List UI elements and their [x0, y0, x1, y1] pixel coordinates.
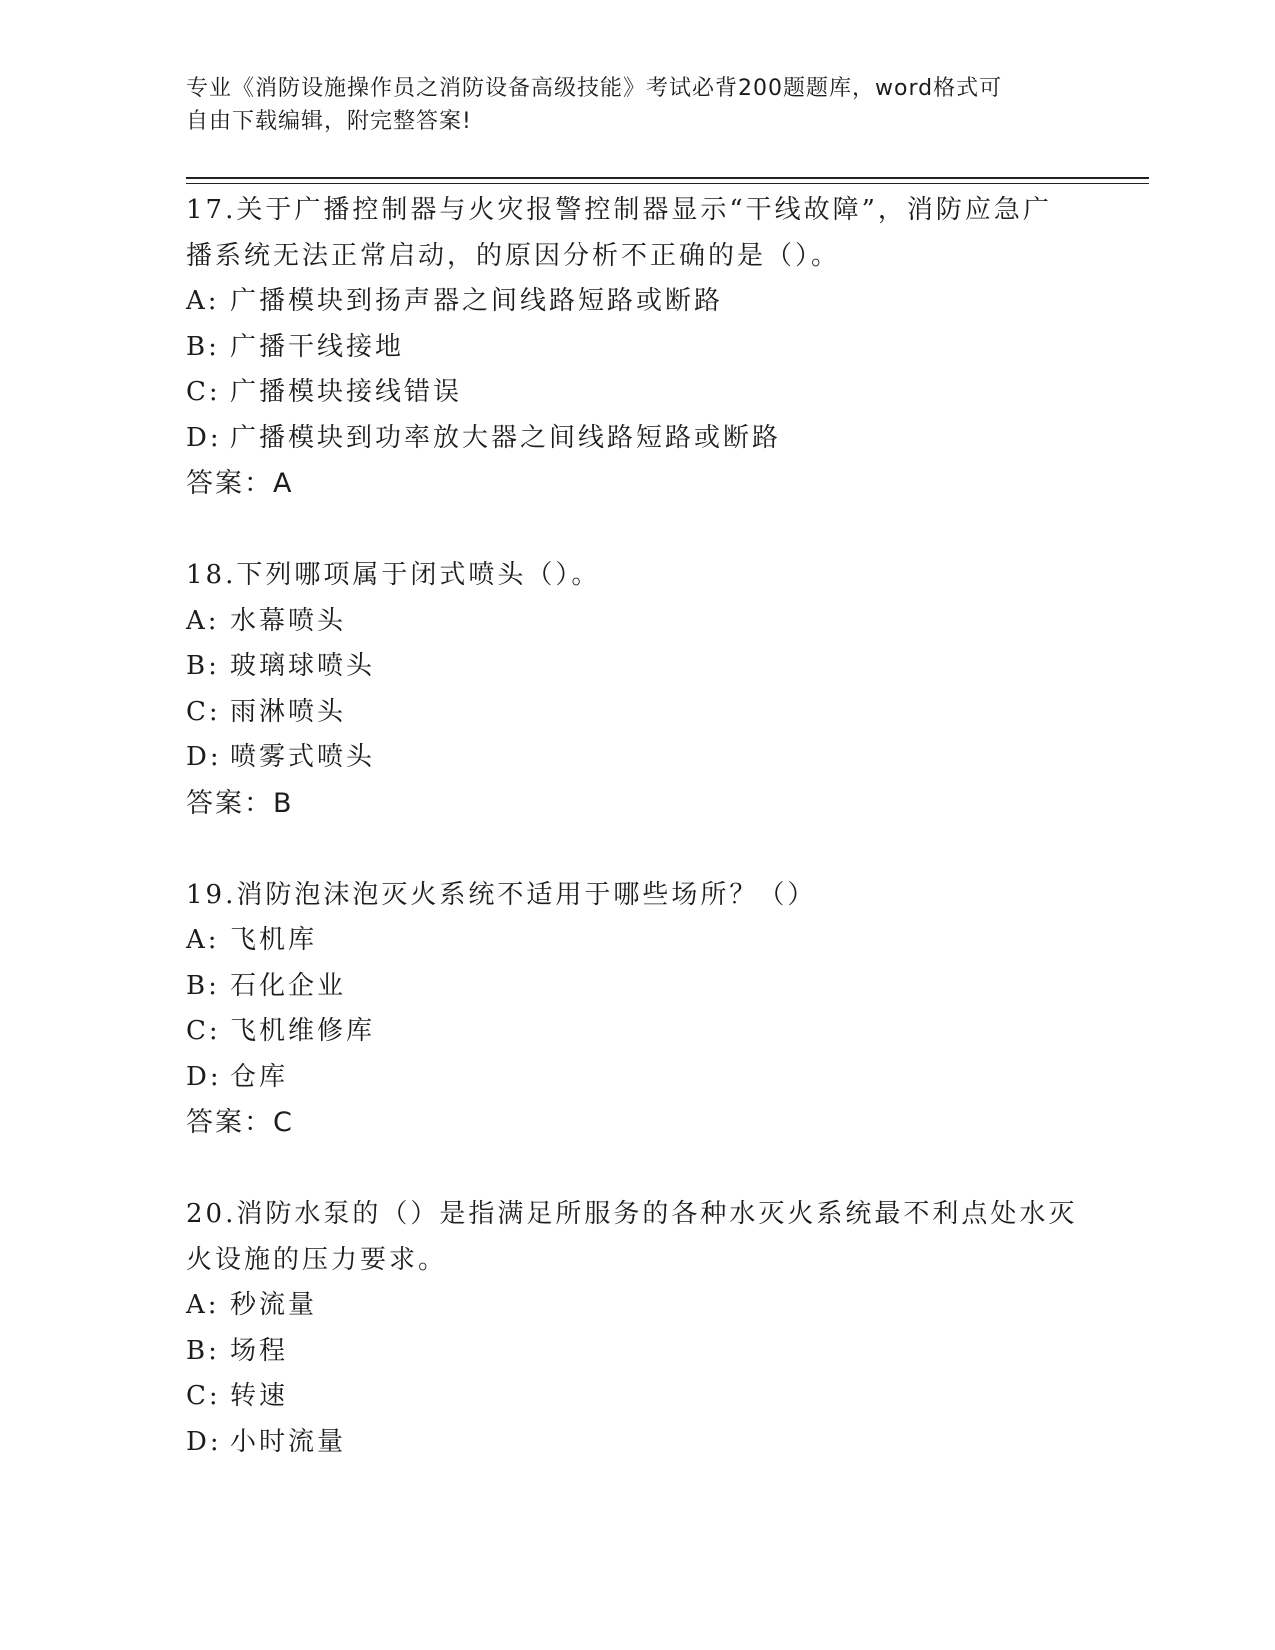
header-line-2: 自由下载编辑，附完整答案!	[186, 109, 472, 134]
option-text: 石化企业	[230, 970, 347, 1001]
question-19	[186, 873, 1086, 1147]
header-divider-thin	[186, 183, 1149, 184]
option-letter: D:	[186, 1426, 222, 1457]
option-text: 小时流量	[230, 1426, 347, 1457]
option-letter: C:	[186, 1016, 221, 1046]
option-letter: A:	[186, 1290, 220, 1320]
question-text: 火设施的压力要求。	[186, 1244, 448, 1275]
header-line-1: 专业《消防设施操作员之消防设备高级技能》考试必背200题题库，word格式可	[186, 76, 1003, 101]
question-text: 18.下列哪项属于闭式喷头（）。	[186, 560, 601, 590]
option-text: 广播模块到扬声器之间线路短路或断路	[230, 286, 724, 316]
option-b	[186, 325, 1086, 371]
answer-text: 答案：C	[186, 1107, 294, 1138]
option-b	[186, 644, 1086, 690]
option-text: 广播干线接地	[230, 331, 405, 362]
option-letter: D:	[186, 1061, 222, 1092]
answer-text: 答案：A	[186, 468, 294, 499]
option-d	[186, 416, 1086, 462]
option-text: 飞机库	[230, 925, 318, 955]
option-letter: D:	[186, 742, 222, 772]
option-c	[186, 1009, 1086, 1055]
question-17	[186, 188, 1086, 507]
option-letter: C:	[186, 1381, 221, 1411]
question-text: 17.关于广播控制器与火灾报警控制器显示“干线故障”，消防应急广	[186, 195, 1052, 225]
option-b	[186, 964, 1086, 1010]
option-letter: B:	[186, 331, 220, 362]
option-text: 秒流量	[230, 1290, 318, 1320]
question-20	[186, 1192, 1086, 1465]
option-text: 广播模块接线错误	[230, 377, 463, 407]
option-a	[186, 1283, 1086, 1329]
option-text: 飞机维修库	[230, 1016, 376, 1046]
option-a	[186, 279, 1086, 325]
option-letter: D:	[186, 422, 222, 453]
option-text: 喷雾式喷头	[230, 742, 376, 772]
option-text: 广播模块到功率放大器之间线路短路或断路	[230, 422, 782, 453]
option-a	[186, 918, 1086, 964]
option-text: 玻璃球喷头	[230, 651, 376, 681]
option-c	[186, 690, 1086, 736]
question-18	[186, 553, 1086, 827]
document-header	[186, 72, 1066, 138]
option-letter: A:	[186, 286, 220, 316]
answer-text: 答案：B	[186, 787, 294, 819]
option-d	[186, 735, 1086, 781]
question-text: 19.消防泡沫泡灭火系统不适用于哪些场所？（）	[186, 879, 817, 910]
option-text: 转速	[230, 1381, 289, 1411]
option-text: 雨淋喷头	[230, 696, 347, 727]
option-b	[186, 1329, 1086, 1375]
question-text: 20.消防水泵的（）是指满足所服务的各种水灭火系统最不利点处水灭	[186, 1199, 1078, 1229]
option-letter: B:	[186, 651, 220, 681]
option-c	[186, 370, 1086, 416]
option-a	[186, 599, 1086, 645]
option-text: 水幕喷头	[230, 605, 347, 636]
option-c	[186, 1374, 1086, 1420]
option-d	[186, 1055, 1086, 1101]
option-letter: C:	[186, 696, 221, 727]
header-divider-thick	[186, 177, 1149, 179]
option-letter: B:	[186, 1335, 220, 1366]
option-letter: A:	[186, 925, 220, 955]
option-letter: A:	[186, 605, 220, 636]
option-letter: C:	[186, 377, 221, 407]
option-text: 仓库	[230, 1061, 289, 1092]
option-text: 场程	[230, 1335, 289, 1366]
question-list	[186, 188, 1086, 1511]
option-letter: B:	[186, 970, 220, 1001]
question-text: 播系统无法正常启动，的原因分析不正确的是（）。	[186, 240, 841, 271]
option-d	[186, 1420, 1086, 1466]
